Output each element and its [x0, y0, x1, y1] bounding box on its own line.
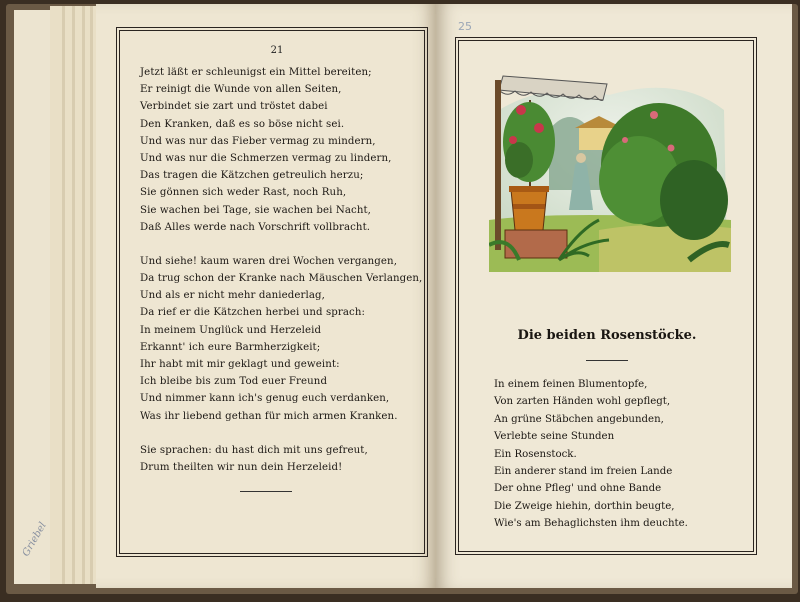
verse-line: Und siehe! kaum waren drei Wochen vergangen, — [140, 255, 398, 267]
rose-flower — [622, 137, 628, 143]
previous-leaf-2 — [50, 6, 101, 584]
verse-line: Den Kranken, daß es so böse nicht sei. — [140, 118, 345, 130]
awning-pole — [495, 80, 501, 250]
rose-flower — [534, 123, 544, 133]
verse-line: Drum theilten wir nun dein Herzeleid! — [140, 461, 343, 473]
verse-line: Und nimmer kann ich's genug euch verdanken, — [140, 393, 390, 405]
end-rule — [240, 491, 292, 492]
title-rule — [586, 360, 628, 361]
verse-line: Verlebte seine Stunden — [494, 431, 615, 443]
verse-line: Ein Rosenstock. — [494, 448, 577, 460]
verse-line: Da trug schon der Kranke nach Mäuschen Verlangen, — [140, 273, 423, 285]
garden-illustration-svg — [489, 70, 731, 272]
flower-pot-band — [513, 204, 545, 209]
pencil-page-note: 25 — [458, 20, 472, 33]
page-edge — [62, 6, 65, 584]
stanza-break — [140, 236, 410, 253]
flower-pot — [511, 190, 547, 230]
verse-line: Daß Alles werde nach Vorschrift vollbracht. — [140, 221, 371, 233]
verse-line: Ein anderer stand im freien Lande — [494, 465, 673, 477]
rose-bush-shadow — [660, 160, 728, 240]
rose-flower — [668, 145, 675, 152]
left-poem-text — [140, 64, 423, 476]
verse-line: Was ihr liebend gethan für mich armen Kranken. — [140, 410, 398, 422]
stanza-break — [140, 425, 410, 442]
verse-line: Erkannt' ich eure Barmherzigkeit; — [140, 341, 321, 353]
verse-line: Jetzt läßt er schleunigst ein Mittel bereiten; — [140, 67, 372, 78]
verse-line: Er reinigt die Wunde von allen Seiten, — [140, 84, 342, 96]
verse-line: Ich bleibe bis zum Tod euer Freund — [140, 376, 328, 388]
rose-flower — [509, 136, 517, 144]
verse-line: In meinem Unglück und Herzeleid — [140, 324, 322, 336]
verse-line: In einem feinen Blumentopfe, — [494, 379, 648, 390]
verse-line: Das tragen die Kätzchen getreulich herzu; — [140, 170, 364, 182]
verse-line: An grüne Stäbchen angebunden, — [494, 413, 664, 425]
garden-illustration — [489, 70, 731, 272]
page-edge — [82, 6, 85, 584]
page-edge — [90, 6, 93, 584]
verse-line: Ihr habt mit mir geklagt und geweint: — [140, 359, 340, 370]
verse-line: Und was nur die Schmerzen vermag zu lindern, — [140, 152, 392, 164]
page-number: 21 — [270, 45, 284, 56]
gardener-head — [576, 153, 586, 163]
verse-line: Sie sprachen: du hast dich mit uns gefreut, — [140, 444, 368, 456]
rose-flower — [516, 105, 526, 115]
verse-line: Der ohne Pfleg' und ohne Bande — [494, 483, 662, 495]
potted-rose-leaves — [505, 142, 533, 178]
verse-line: Sie wachen bei Tage, sie wachen bei Nacht, — [140, 204, 372, 216]
flower-pot-rim — [509, 186, 549, 192]
verse-line: Verbindet sie zart und tröstet dabei — [140, 101, 328, 113]
verse-line: Und als er nicht mehr daniederlag, — [140, 290, 325, 302]
verse-line: Von zarten Händen wohl gepflegt, — [494, 396, 671, 408]
poem-title: Die beiden Rosenstöcke. — [517, 328, 697, 343]
page-edge — [72, 6, 75, 584]
verse-line: Da rief er die Kätzchen herbei und sprach: — [140, 307, 366, 319]
right-poem-text — [494, 376, 744, 533]
verse-line: Sie gönnen sich weder Rast, noch Ruh, — [140, 187, 347, 199]
margin-signature: Griebel — [20, 520, 49, 559]
verse-line: Wie's am Behaglichsten ihm deuchte. — [494, 518, 688, 530]
verse-line: Und was nur das Fieber vermag zu mindern, — [140, 135, 376, 147]
rose-flower — [650, 111, 658, 119]
verse-line: Die Zweige hiehin, dorthin beugte, — [494, 500, 675, 512]
